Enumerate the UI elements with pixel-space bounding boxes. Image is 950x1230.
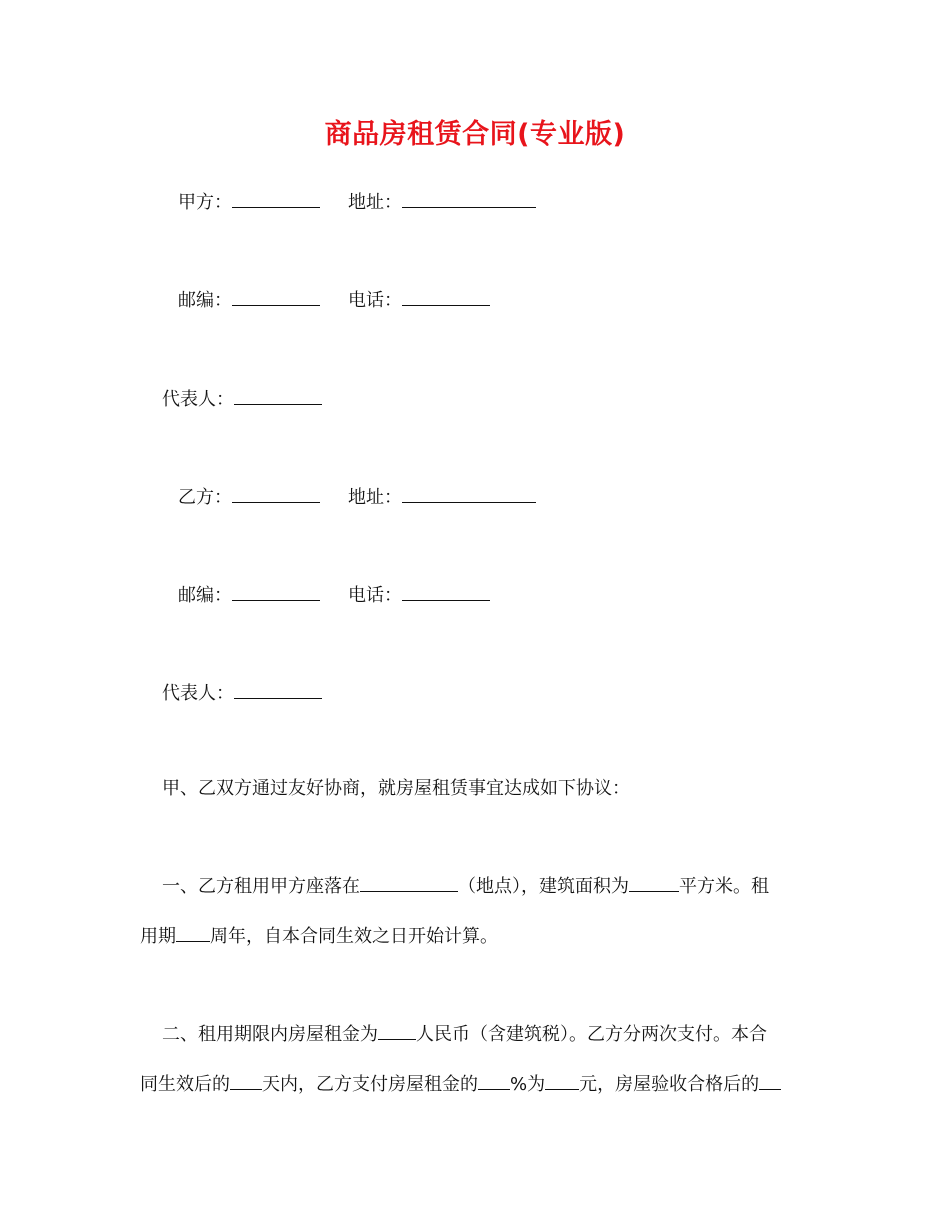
clause-2-rent-blank — [378, 1019, 416, 1040]
clause-1-text-1: 一、乙方租用甲方座落在 — [162, 876, 360, 897]
clause-1-years-blank — [176, 921, 210, 942]
party-b-address-blank — [402, 482, 536, 503]
clause-2-text-4: 天内，乙方支付房屋租金的 — [262, 1074, 478, 1095]
party-b-representative-label: 代表人： — [162, 683, 234, 704]
party-a-representative-blank — [234, 384, 322, 405]
party-b-representative-field — [162, 678, 322, 706]
party-a-phone-field — [348, 285, 490, 313]
intro-paragraph: 甲、乙双方通过友好协商，就房屋租赁事宜达成如下协议： — [162, 778, 630, 799]
clause-1-line-1 — [140, 862, 820, 912]
party-a-name-blank — [232, 187, 320, 208]
clause-2-trailing-blank — [759, 1069, 781, 1090]
clause-2-text-1: 二、租用期限内房屋租金为 — [162, 1024, 378, 1045]
clause-2-text-3: 同生效后的 — [140, 1074, 230, 1095]
clause-1-line-2 — [140, 912, 820, 962]
party-b-name-label: 乙方： — [178, 487, 232, 508]
clause-1-location-blank — [360, 871, 458, 892]
party-b-phone-label: 电话： — [348, 585, 402, 606]
clause-1 — [140, 862, 820, 962]
party-a-phone-blank — [402, 285, 490, 306]
party-a-name-field — [178, 187, 320, 215]
party-a-address-label: 地址： — [348, 192, 402, 213]
clause-2 — [140, 1010, 820, 1110]
party-a-postcode-blank — [232, 285, 320, 306]
clause-1-text-4: 用期 — [140, 926, 176, 947]
clause-1-text-2: （地点），建筑面积为 — [458, 876, 629, 897]
party-b-postcode-blank — [232, 580, 320, 601]
clause-2-line-1 — [140, 1010, 820, 1060]
party-a-representative-label: 代表人： — [162, 389, 234, 410]
party-a-phone-label: 电话： — [348, 290, 402, 311]
clause-2-amount-blank — [545, 1069, 579, 1090]
clause-1-area-blank — [629, 871, 679, 892]
party-a-postcode-label: 邮编： — [178, 290, 232, 311]
clause-2-text-2: 人民币（含建筑税）。乙方分两次支付。本合 — [416, 1024, 767, 1045]
party-a-name-label: 甲方： — [178, 192, 232, 213]
clause-2-line-2 — [140, 1060, 820, 1110]
party-a-representative-field — [162, 384, 322, 412]
party-a-address-blank — [402, 187, 536, 208]
clause-2-text-5: %为 — [510, 1074, 546, 1095]
document-title: 商品房租赁合同(专业版) — [324, 119, 626, 150]
clause-1-text-3: 平方米。租 — [679, 876, 769, 897]
party-b-representative-blank — [234, 678, 322, 699]
party-a-address-field — [348, 187, 536, 215]
party-b-phone-field — [348, 580, 490, 608]
party-b-postcode-label: 邮编： — [178, 585, 232, 606]
clause-2-text-6: 元，房屋验收合格后的 — [579, 1074, 760, 1095]
party-a-postcode-field — [178, 285, 320, 313]
clause-2-days-blank — [230, 1069, 262, 1090]
party-b-address-label: 地址： — [348, 487, 402, 508]
clause-2-percent-blank — [478, 1069, 510, 1090]
party-b-address-field — [348, 482, 536, 510]
party-b-postcode-field — [178, 580, 320, 608]
party-b-name-blank — [232, 482, 320, 503]
clause-1-text-5: 周年，自本合同生效之日开始计算。 — [210, 926, 498, 947]
party-b-name-field — [178, 482, 320, 510]
party-b-phone-blank — [402, 580, 490, 601]
